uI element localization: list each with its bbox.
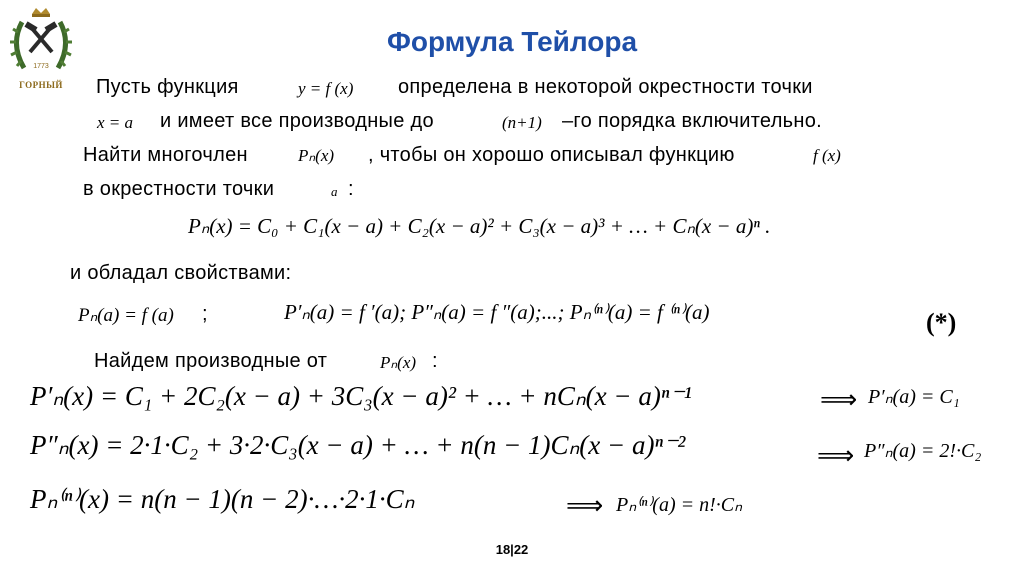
intro-text-7: в окрестности точки <box>83 178 275 200</box>
intro-text-4: –го порядка включительно. <box>562 110 823 132</box>
logo-caption: ГОРНЫЙ <box>19 80 63 90</box>
taylor-polynomial-formula: Pₙ(x) = C₀ + C₁(x − a) + C₂(x − a)² + C₃(x − a)³ + … + Cₙ(x − a)ⁿ . <box>188 214 771 238</box>
nth-derivative-formula: Pₙ⁽ⁿ⁾(x) = n(n − 1)(n − 2)·…·2·1·Cₙ <box>30 484 415 514</box>
property-value-equality: Pₙ(a) = f (a) <box>78 305 174 326</box>
intro-text-2: определена в некоторой окрестности точки <box>398 76 813 98</box>
intro-text-5: Найти многочлен <box>83 144 248 166</box>
implies-arrow-3: ⟹ <box>566 490 604 520</box>
formula-pn-x: Pₙ(x) <box>298 146 335 165</box>
crown-icon <box>32 8 50 17</box>
page-number: 18|22 <box>495 542 529 557</box>
first-derivative-formula: P′ₙ(x) = C₁ + 2C₂(x − a) + 3C₃(x − a)² + … + nCₙ(x − a)ⁿ⁻¹ <box>30 381 692 411</box>
first-derivative-result: P′ₙ(a) = C₁ <box>868 386 960 408</box>
formula-n-plus-1: (n+1) <box>502 113 542 132</box>
property-derivatives-equality: P′ₙ(a) = f ′(a); P″ₙ(a) = f ″(a);...; Pₙ⁽ⁿ⁾(a) = f ⁽ⁿ⁾(a) <box>284 300 710 324</box>
formula-point-a: a <box>331 184 338 199</box>
formula-y-fx: y = f (x) <box>298 79 354 98</box>
intro-text-6: , чтобы он хорошо описывал функцию <box>368 144 735 166</box>
derivatives-label: Найдем производные от <box>94 350 328 372</box>
second-derivative-result: P″ₙ(a) = 2!·C₂ <box>864 440 982 462</box>
implies-arrow-2: ⟹ <box>817 440 855 470</box>
formula-pn-x-2: Pₙ(x) <box>380 353 417 372</box>
intro-text-3: и имеет все производные до <box>160 110 434 132</box>
derivatives-colon: : <box>432 350 438 372</box>
second-derivative-formula: P″ₙ(x) = 2·1·C₂ + 3·2·C₃(x − a) + … + n(n − 1)Cₙ(x − a)ⁿ⁻² <box>30 430 686 460</box>
formula-x-eq-a: x = a <box>97 113 134 132</box>
condition-star-label: (*) <box>926 308 957 337</box>
logo-year: 1773 <box>33 63 49 70</box>
formula-f-x: f (x) <box>813 146 841 165</box>
intro-text-8: : <box>348 178 354 200</box>
properties-label: и обладал свойствами: <box>70 262 292 284</box>
property-semicolon: ; <box>202 303 208 325</box>
implies-arrow-1: ⟹ <box>820 384 858 414</box>
slide-title: Формула Тейлора <box>386 26 638 57</box>
nth-derivative-result: Pₙ⁽ⁿ⁾(a) = n!·Cₙ <box>616 494 743 516</box>
intro-text-1: Пусть функция <box>96 76 239 98</box>
